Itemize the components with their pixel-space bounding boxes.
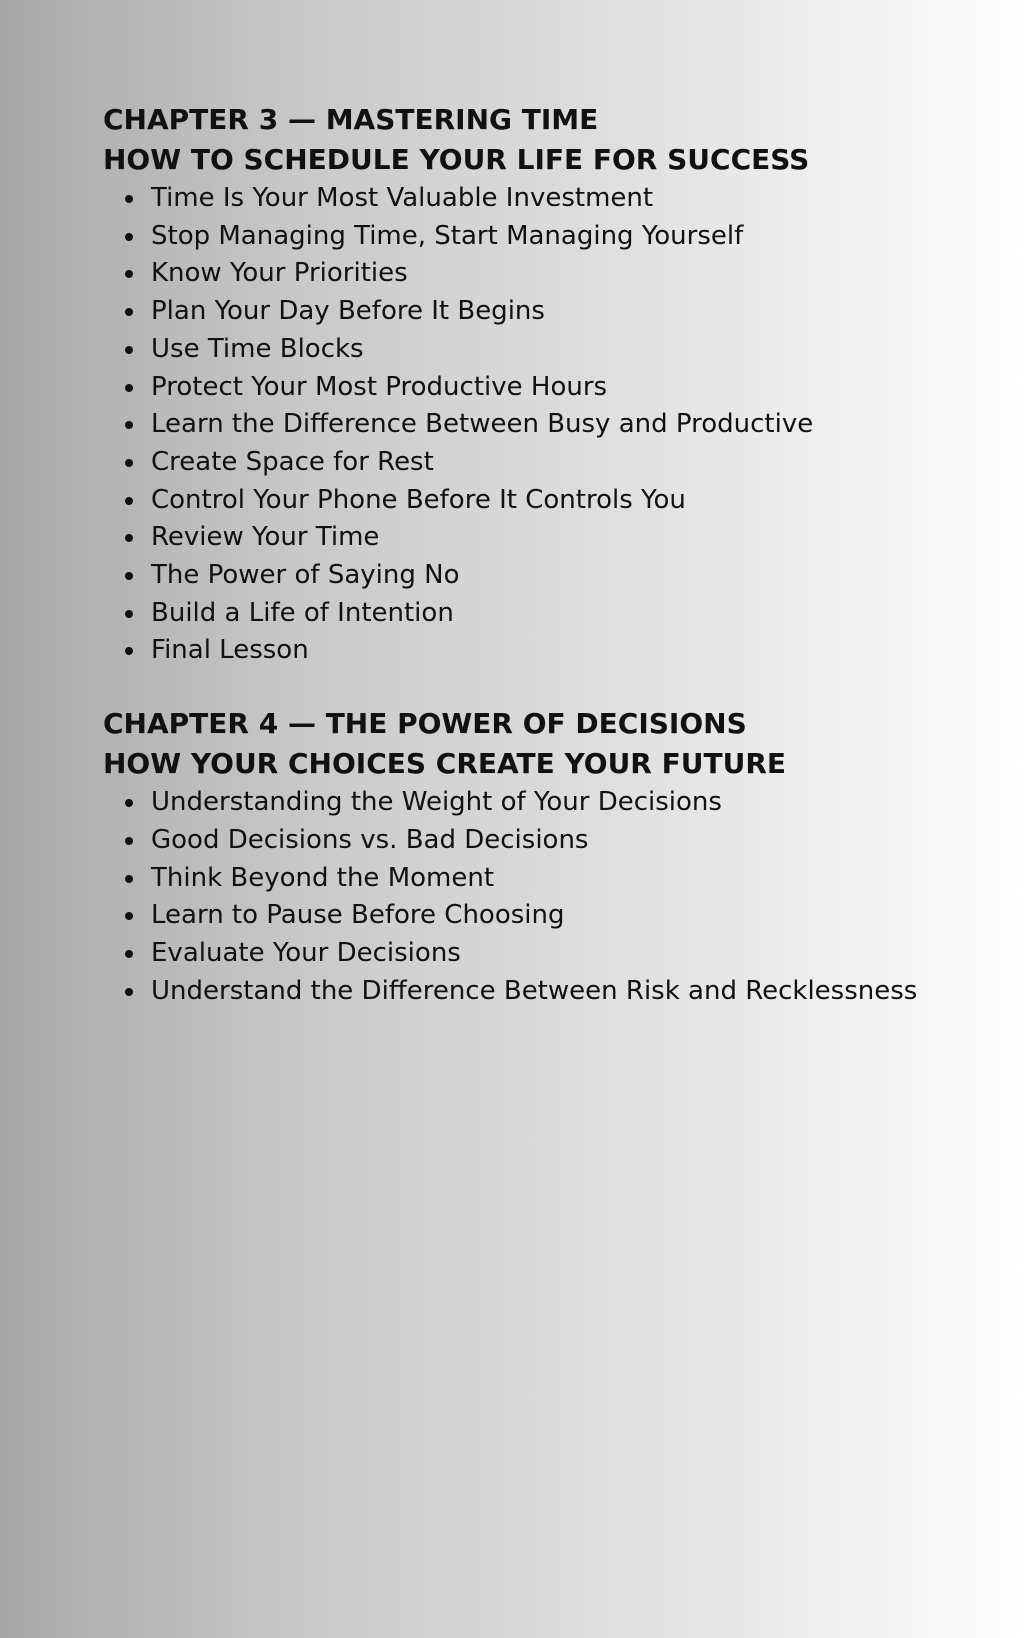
- list-item: [125, 897, 983, 935]
- bullet-icon: [125, 346, 133, 354]
- bullet-icon: [125, 421, 133, 429]
- topic-label: Plan Your Day Before It Begins: [151, 296, 545, 327]
- list-item: [125, 557, 983, 595]
- topic-label: Review Your Time: [151, 522, 380, 553]
- bullet-icon: [125, 308, 133, 316]
- list-item: [125, 369, 983, 407]
- topic-label: Learn the Difference Between Busy and Productive: [151, 409, 814, 440]
- bullet-icon: [125, 195, 133, 203]
- bullet-icon: [125, 384, 133, 392]
- topic-label: Stop Managing Time, Start Managing Yourself: [151, 220, 744, 251]
- bullet-icon: [125, 799, 133, 807]
- topic-label: Know Your Priorities: [151, 258, 408, 289]
- topic-label: Final Lesson: [151, 635, 309, 666]
- list-item: [125, 331, 983, 369]
- bullet-icon: [125, 875, 133, 883]
- topic-label: Understanding the Weight of Your Decisions: [151, 787, 722, 818]
- bullet-icon: [125, 647, 133, 655]
- chapter-section: [103, 704, 983, 1010]
- chapter-subtitle: HOW YOUR CHOICES CREATE YOUR FUTURE: [103, 747, 787, 781]
- topic-label: Protect Your Most Productive Hours: [151, 371, 608, 402]
- list-item: [125, 784, 983, 822]
- topic-label: Build a Life of Intention: [151, 597, 454, 628]
- list-item: [125, 595, 983, 633]
- chapter-title: CHAPTER 3 — MASTERING TIME: [103, 103, 599, 136]
- bullet-icon: [125, 233, 133, 241]
- bullet-icon: [125, 459, 133, 467]
- bullet-icon: [125, 572, 133, 580]
- topic-label: Control Your Phone Before It Controls You: [151, 484, 686, 515]
- topic-label: Understand the Difference Between Risk and Recklessness: [151, 975, 918, 1006]
- topic-label: Good Decisions vs. Bad Decisions: [151, 824, 589, 855]
- topic-label: Create Space for Rest: [151, 446, 434, 477]
- bullet-icon: [125, 497, 133, 505]
- topic-label: Time Is Your Most Valuable Investment: [151, 183, 654, 213]
- topic-list: [103, 784, 983, 1010]
- bullet-icon: [125, 270, 133, 278]
- list-item: [125, 860, 983, 898]
- list-item: [125, 406, 983, 444]
- list-item: [125, 632, 983, 670]
- list-item: [125, 482, 983, 520]
- list-item: [125, 935, 983, 973]
- bullet-icon: [125, 912, 133, 920]
- topic-list: [103, 180, 983, 670]
- list-item: [125, 180, 983, 218]
- topic-label: Think Beyond the Moment: [151, 862, 495, 893]
- bullet-icon: [125, 950, 133, 958]
- bullet-icon: [125, 837, 133, 845]
- table-of-contents: [103, 100, 983, 1044]
- list-item: [125, 293, 983, 331]
- list-item: [125, 218, 983, 256]
- topic-label: The Power of Saying No: [151, 560, 460, 591]
- chapter-section: [103, 100, 983, 670]
- bullet-icon: [125, 534, 133, 542]
- list-item: [125, 255, 983, 293]
- chapter-title: CHAPTER 4 — THE POWER OF DECISIONS: [103, 707, 747, 741]
- list-item: [125, 822, 983, 860]
- topic-label: Evaluate Your Decisions: [151, 937, 461, 968]
- topic-label: Learn to Pause Before Choosing: [151, 900, 565, 931]
- topic-label: Use Time Blocks: [151, 333, 364, 364]
- list-item: [125, 444, 983, 482]
- bullet-icon: [125, 610, 133, 618]
- bullet-icon: [125, 988, 133, 996]
- list-item: [125, 973, 983, 1011]
- chapter-subtitle: HOW TO SCHEDULE YOUR LIFE FOR SUCCESS: [103, 143, 810, 176]
- list-item: [125, 519, 983, 557]
